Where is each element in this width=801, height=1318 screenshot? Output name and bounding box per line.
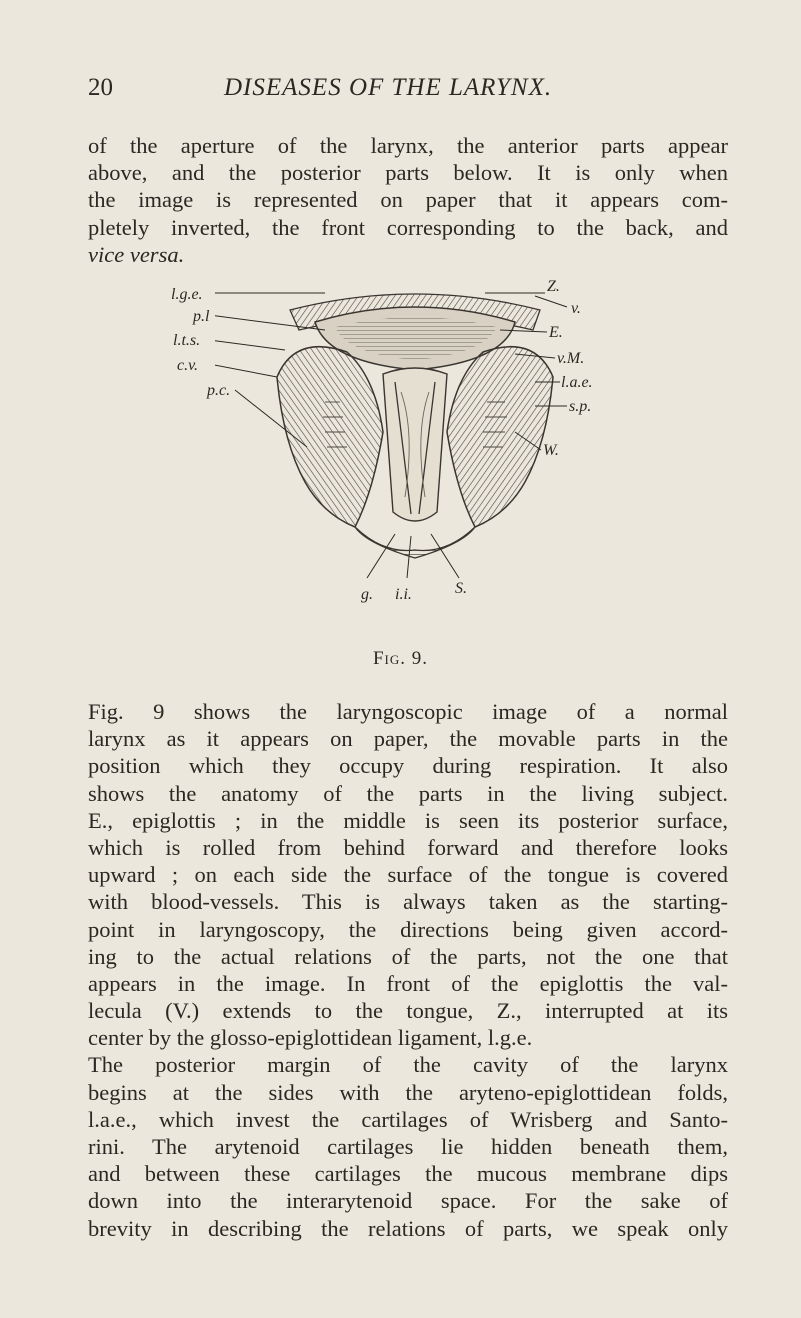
text-line: of the aperture of the larynx, the anterior parts appear (88, 133, 728, 158)
text-line: center by the glosso-epiglottidean ligament, l.g.e. (88, 1025, 533, 1051)
label-lts: l.t.s. (173, 332, 201, 349)
text-line: larynx as it appears on paper, the movable parts in the (88, 726, 728, 752)
label-cv: c.v. (177, 357, 199, 374)
text-line: position which they occupy during respiration. It also (88, 753, 728, 779)
label-vm: v.M. (557, 350, 585, 367)
running-title: DISEASES OF THE LARYNX. (224, 74, 553, 101)
text-line: vice versa. (88, 241, 185, 267)
text-line: upward ; on each side the surface of the tongue is covered (88, 862, 728, 888)
text-line: Fig. 9 shows the laryngoscopic image of a normal (88, 699, 728, 724)
text-line: lecula (V.) extends to the tongue, Z., interrupted at its (88, 998, 728, 1024)
label-pl: p.l (193, 308, 210, 325)
paragraph-1 (88, 132, 728, 268)
label-sp: s.p. (569, 398, 592, 415)
label-pc: p.c. (207, 382, 231, 399)
label-z: Z. (547, 278, 560, 295)
paragraph-2 (88, 698, 728, 1242)
text-line: ing to the actual relations of the parts, not the one that (88, 943, 728, 969)
text-line: appears in the image. In front of the epiglottis the val- (88, 970, 728, 996)
text-line: down into the interarytenoid space. For the sake of (88, 1188, 728, 1214)
label-lge: l.g.e. (171, 286, 203, 303)
label-v: v. (571, 300, 581, 317)
label-e: E. (549, 324, 563, 341)
text-line: above, and the posterior parts below. It is only when (88, 160, 728, 186)
text-line: pletely inverted, the front corresponding to the back, and (88, 214, 728, 240)
larynx-figure (171, 278, 615, 632)
text-line: point in laryngoscopy, the directions being given accord- (88, 916, 728, 942)
text-line: The posterior margin of the cavity of the larynx (88, 1052, 728, 1078)
label-ii: i.i. (395, 586, 412, 603)
page-number: 20 (88, 74, 113, 101)
text-line: l.a.e., which invest the cartilages of Wrisberg and Santo- (88, 1106, 728, 1132)
label-s: S. (455, 580, 467, 597)
label-lae: l.a.e. (561, 374, 593, 391)
label-w: W. (543, 442, 559, 459)
text-line: which is rolled from behind forward and therefore looks (88, 834, 728, 860)
text-line: rini. The arytenoid cartilages lie hidden beneath them, (88, 1134, 728, 1159)
text-line: and between these cartilages the mucous membrane dips (88, 1161, 728, 1187)
text-line: brevity in describing the relations of parts, we speak only (88, 1215, 728, 1241)
text-line: with blood-vessels. This is always taken as the starting- (88, 889, 728, 915)
text-line: the image is represented on paper that it appears com- (88, 187, 728, 213)
label-g: g. (361, 586, 373, 603)
page-header (88, 74, 728, 114)
text-line: begins at the sides with the aryteno-epiglottidean folds, (88, 1079, 728, 1105)
text-line: E., epiglottis ; in the middle is seen its posterior surface, (88, 807, 728, 833)
text-line: shows the anatomy of the parts in the living subject. (88, 780, 728, 806)
figure-caption: Fig. 9. (372, 648, 429, 669)
